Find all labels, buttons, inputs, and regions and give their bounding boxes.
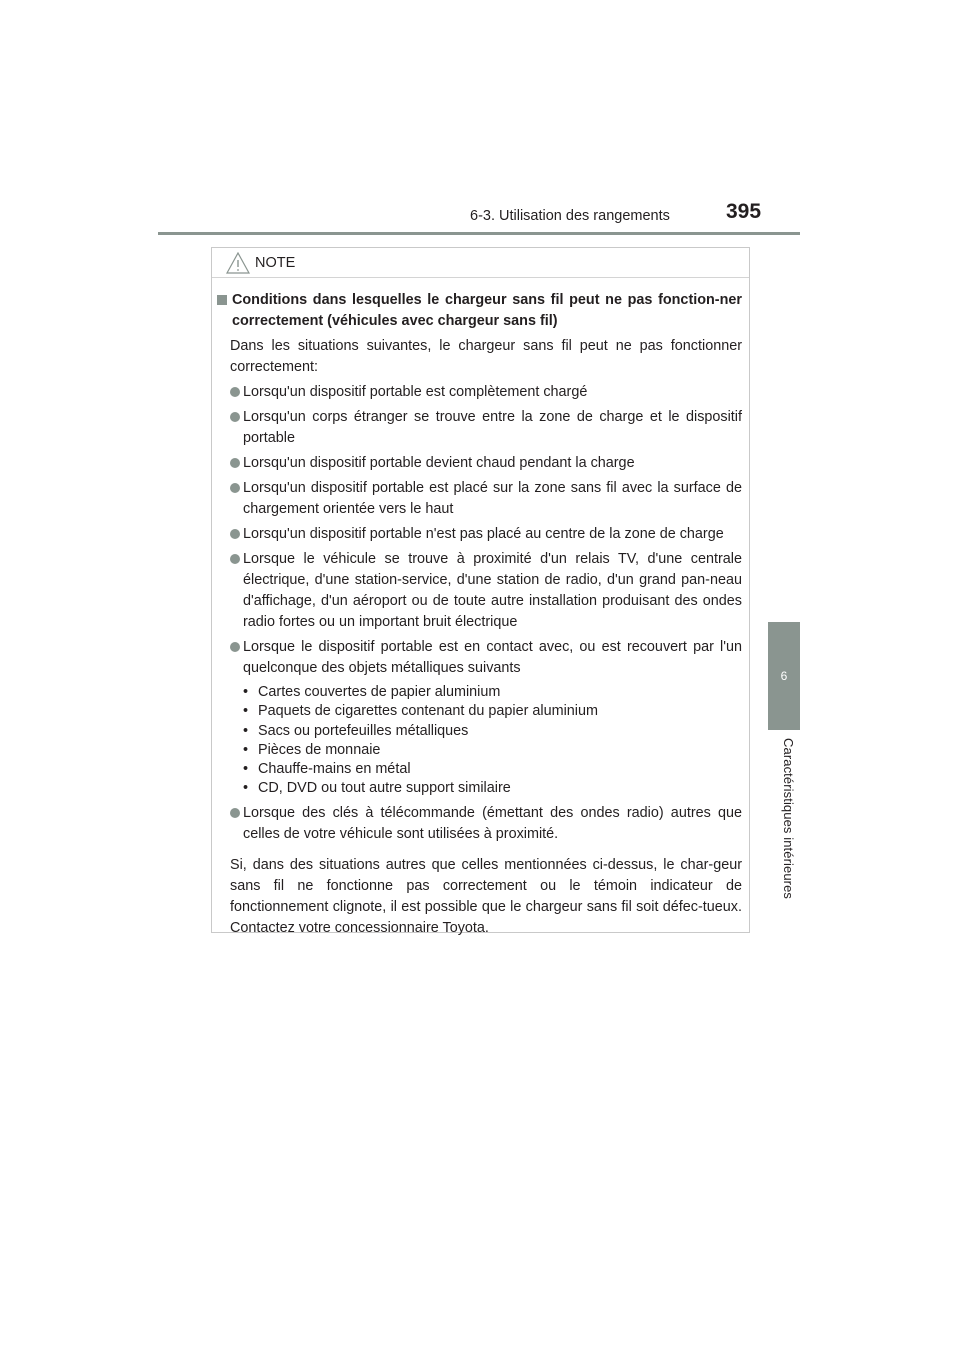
header-divider [158,232,800,235]
sub-list-item: • Pièces de monnaie [243,741,381,758]
list-item: Lorsqu'un dispositif portable est placé sur la zone sans fil avec la surface de chargement orientée vers le haut [230,478,742,520]
note-label: NOTE [255,255,296,271]
list-item: Lorsqu'un dispositif portable est complètement chargé [230,382,742,403]
sub-list-item: • CD, DVD ou tout autre support similaire [243,780,511,797]
intro-paragraph: Dans les situations suivantes, le chargeur sans fil peut ne pas fonctionner correctement: [230,338,742,375]
list-item: Lorsque le dispositif portable est en contact avec, ou est recouvert par l'un quelconque des objets métalliques suivants [230,637,742,679]
list-item: Lorsque des clés à télécommande (émettant des ondes radio) autres que celles de votre véhicule sont utilisées à proximité. [230,803,742,845]
bullet-dot-icon [230,554,240,564]
metal-objects-list [243,683,749,799]
bullet-dot-icon [230,412,240,422]
sub-list-item: • Chauffe-mains en métal [243,761,411,778]
sub-list-item: • Paquets de cigarettes contenant du papier aluminium [243,703,598,720]
chapter-label: Caractéristiques intérieures [781,738,796,900]
closing-paragraph: Si, dans des situations autres que celles mentionnées ci-dessus, le char-geur sans fil ne fonctionne pas correctement ou le témoin indicateur de fonctionnement clignote, il est possible que le chargeur sans fil soit défec-tueux. Contactez votre concessionnaire Toyota. [230,856,742,936]
list-item: Lorsqu'un corps étranger se trouve entre la zone de charge et le dispositif portable [230,407,742,449]
chapter-tab[interactable]: 6 [768,622,800,730]
list-item: Lorsque le véhicule se trouve à proximité d'un relais TV, d'une centrale électrique, d'une station-service, d'une station de radio, d'un grand pan-neau d'affichage, d'un aéroport ou de toute autre installation produisant des ondes radio fortes ou un important bruit électrique [230,549,742,633]
list-item: Lorsqu'un dispositif portable devient chaud pendant la charge [230,453,742,474]
bullet-dot-icon [230,529,240,539]
square-bullet-icon [217,295,227,305]
section-title: 6-3. Utilisation des rangements [470,208,670,224]
bullet-dot-icon [230,483,240,493]
warning-triangle-icon [226,252,250,274]
list-item: Lorsqu'un dispositif portable n'est pas placé au centre de la zone de charge [230,524,742,545]
sub-list-item: • Cartes couvertes de papier aluminium [243,684,501,700]
bullet-dot-icon [230,458,240,468]
page-number: 395 [726,200,762,223]
note-box [211,247,750,936]
bullet-dot-icon [230,808,240,818]
bullet-dot-icon [230,642,240,652]
note-header [212,248,749,278]
bullet-dot-icon [230,387,240,397]
note-content [212,290,749,939]
note-heading [214,290,742,332]
note-heading-text: Conditions dans lesquelles le chargeur sans fil peut ne pas fonction-ner correctement (véhicules avec chargeur sans fil) [232,292,742,329]
sub-list-item: • Sacs ou portefeuilles métalliques [243,722,469,739]
